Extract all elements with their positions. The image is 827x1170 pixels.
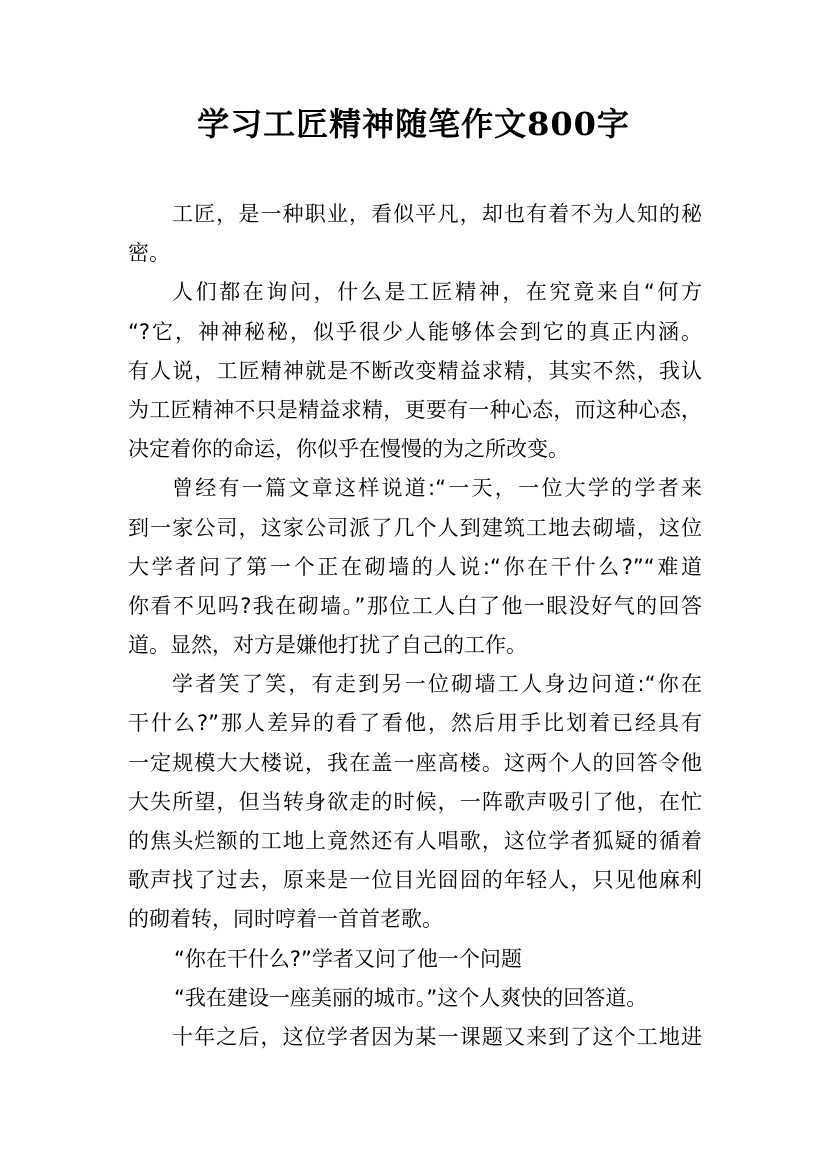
paragraph-line: 的砌着转，同时哼着一首首老歌。 <box>128 907 443 932</box>
paragraph-line: “你在干什么?”学者又问了他一个问题 <box>174 946 522 971</box>
paragraph-line: “我在建设一座美丽的城市。”这个人爽快的回答道。 <box>174 985 648 1010</box>
paragraph-line: 工匠，是一种职业，看似平凡，却也有着不为人知的秘 <box>172 202 702 226</box>
paragraph-line: “?它，神神秘秘，似乎很少人能够体会到它的真正内涵。 <box>128 319 702 344</box>
paragraph-line: 大失所望，但当转身欲走的时候，一阵歌声吸引了他，在忙 <box>128 789 702 814</box>
paragraph-line: 十年之后，这位学者因为某一课题又来到了这个工地进 <box>172 1024 702 1049</box>
paragraph-line: 一定规模大大楼说，我在盖一座高楼。这两个人的回答令他 <box>128 750 702 775</box>
paragraph-line: 的焦头烂额的工地上竟然还有人唱歌，这位学者狐疑的循着 <box>128 829 702 853</box>
paragraph-line: 学者笑了笑，有走到另一位砌墙工人身边问道:“你在 <box>172 672 702 697</box>
paragraph-line: 你看不见吗?我在砌墙。”那位工人白了他一眼没好气的回答 <box>128 593 702 618</box>
paragraph-line: 大学者问了第一个正在砌墙的人说:“你在干什么?”“难道 <box>128 554 702 579</box>
paragraph-line: 人们都在询问，什么是工匠精神，在究竟来自“何方 <box>172 280 702 305</box>
paragraph-line: 决定着你的命运，你似乎在慢慢的为之所改变。 <box>128 437 569 462</box>
paragraph-line: 曾经有一篇文章这样说道:“一天，一位大学的学者来 <box>172 476 702 501</box>
paragraph-line: 歌声找了过去，原来是一位目光囧囧的年轻人，只见他麻利 <box>128 868 702 893</box>
document-title: 学习工匠精神随笔作文800字 <box>197 105 630 143</box>
paragraph-line: 到一家公司，这家公司派了几个人到建筑工地去砌墙，这位 <box>128 515 702 540</box>
paragraph-line: 为工匠精神不只是精益求精，更要有一种心态，而这种心态， <box>128 397 702 422</box>
document-body <box>128 195 702 1057</box>
paragraph-line: 道。显然，对方是嫌他打扰了自己的工作。 <box>128 633 527 658</box>
paragraph-line: 密。 <box>128 241 170 266</box>
paragraph-line: 干什么?”那人差异的看了看他，然后用手比划着已经具有 <box>128 711 702 736</box>
paragraph-line: 有人说，工匠精神就是不断改变精益求精，其实不然，我认 <box>128 358 702 383</box>
